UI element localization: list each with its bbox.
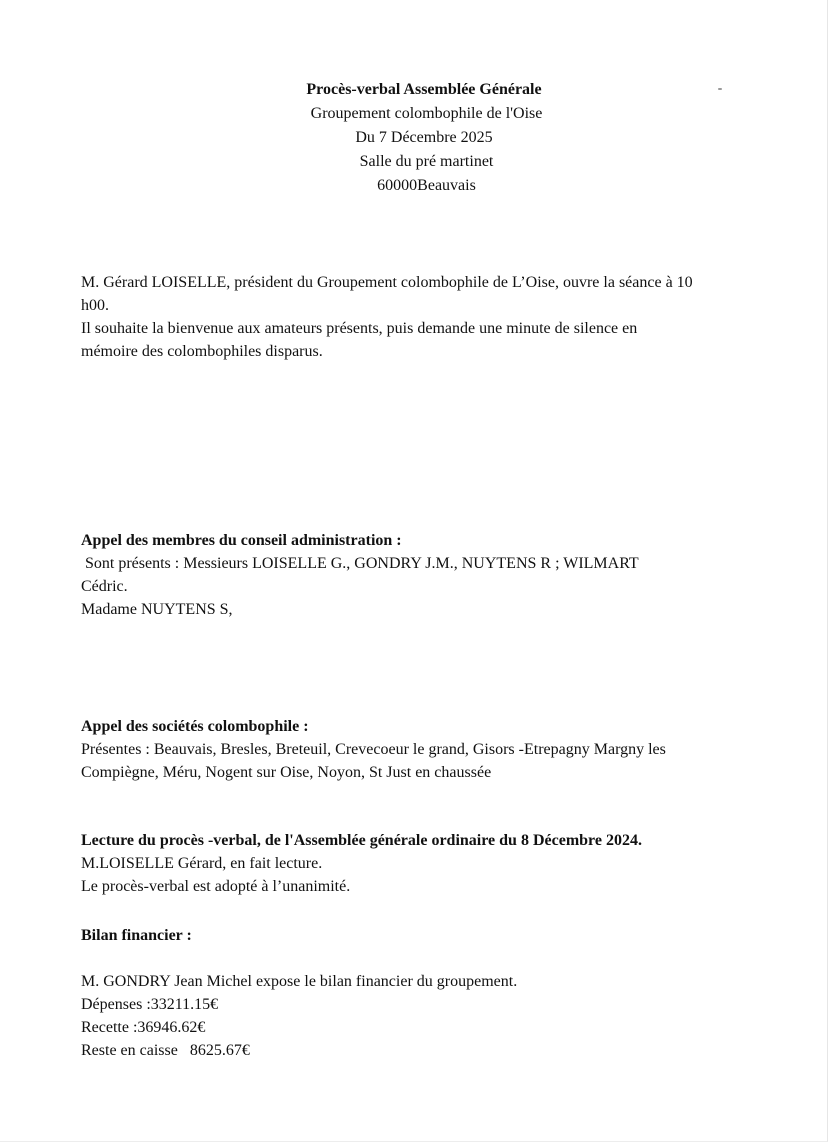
minutes-line: M.LOISELLE Gérard, en fait lecture. xyxy=(81,855,323,872)
document-header xyxy=(0,78,828,198)
finance-details xyxy=(81,970,761,1062)
opening-line: h00. xyxy=(81,297,109,314)
finance-heading: Bilan financier : xyxy=(81,927,192,944)
meeting-date: Du 7 Décembre 2025 xyxy=(355,129,493,146)
council-line: Cédric. xyxy=(81,578,128,595)
finance-intro: M. GONDRY Jean Michel expose le bilan financier du groupement. xyxy=(81,973,518,990)
finance-income: Recette :36946.62€ xyxy=(81,1019,206,1036)
council-line: Madame NUYTENS S, xyxy=(81,601,233,618)
societies-heading: Appel des sociétés colombophile : xyxy=(81,718,309,735)
societies-section xyxy=(81,715,761,784)
council-line: Sont présents : Messieurs LOISELLE G., GONDRY J.M., NUYTENS R ; WILMART xyxy=(81,555,639,572)
minutes-section xyxy=(81,829,761,898)
opening-section xyxy=(81,271,761,363)
societies-line: Compiègne, Méru, Nogent sur Oise, Noyon, St Just en chaussée xyxy=(81,764,492,781)
council-section xyxy=(81,529,761,621)
meeting-venue: Salle du pré martinet xyxy=(359,153,494,170)
document-title: Procès-verbal Assemblée Générale xyxy=(306,81,542,98)
council-heading: Appel des membres du conseil administration : xyxy=(81,532,402,549)
societies-line: Présentes : Beauvais, Bresles, Breteuil, Crevecoeur le grand, Gisors -Etrepagny Margny les xyxy=(81,741,666,758)
finance-balance: Reste en caisse 8625.67€ xyxy=(81,1042,250,1059)
opening-line: mémoire des colombophiles disparus. xyxy=(81,343,323,360)
finance-section xyxy=(81,924,761,947)
minutes-heading: Lecture du procès -verbal, de l'Assemblée générale ordinaire du 8 Décembre 2024. xyxy=(81,832,642,849)
opening-line: Il souhaite la bienvenue aux amateurs présents, puis demande une minute de silence en xyxy=(81,320,638,337)
finance-expenses: Dépenses :33211.15€ xyxy=(81,996,219,1013)
minutes-line: Le procès-verbal est adopté à l’unanimité. xyxy=(81,878,351,895)
organization-name: Groupement colombophile de l'Oise xyxy=(310,105,543,122)
meeting-city: 60000Beauvais xyxy=(377,177,476,194)
opening-line: M. Gérard LOISELLE, président du Groupement colombophile de L’Oise, ouvre la séance à 10 xyxy=(81,274,693,291)
